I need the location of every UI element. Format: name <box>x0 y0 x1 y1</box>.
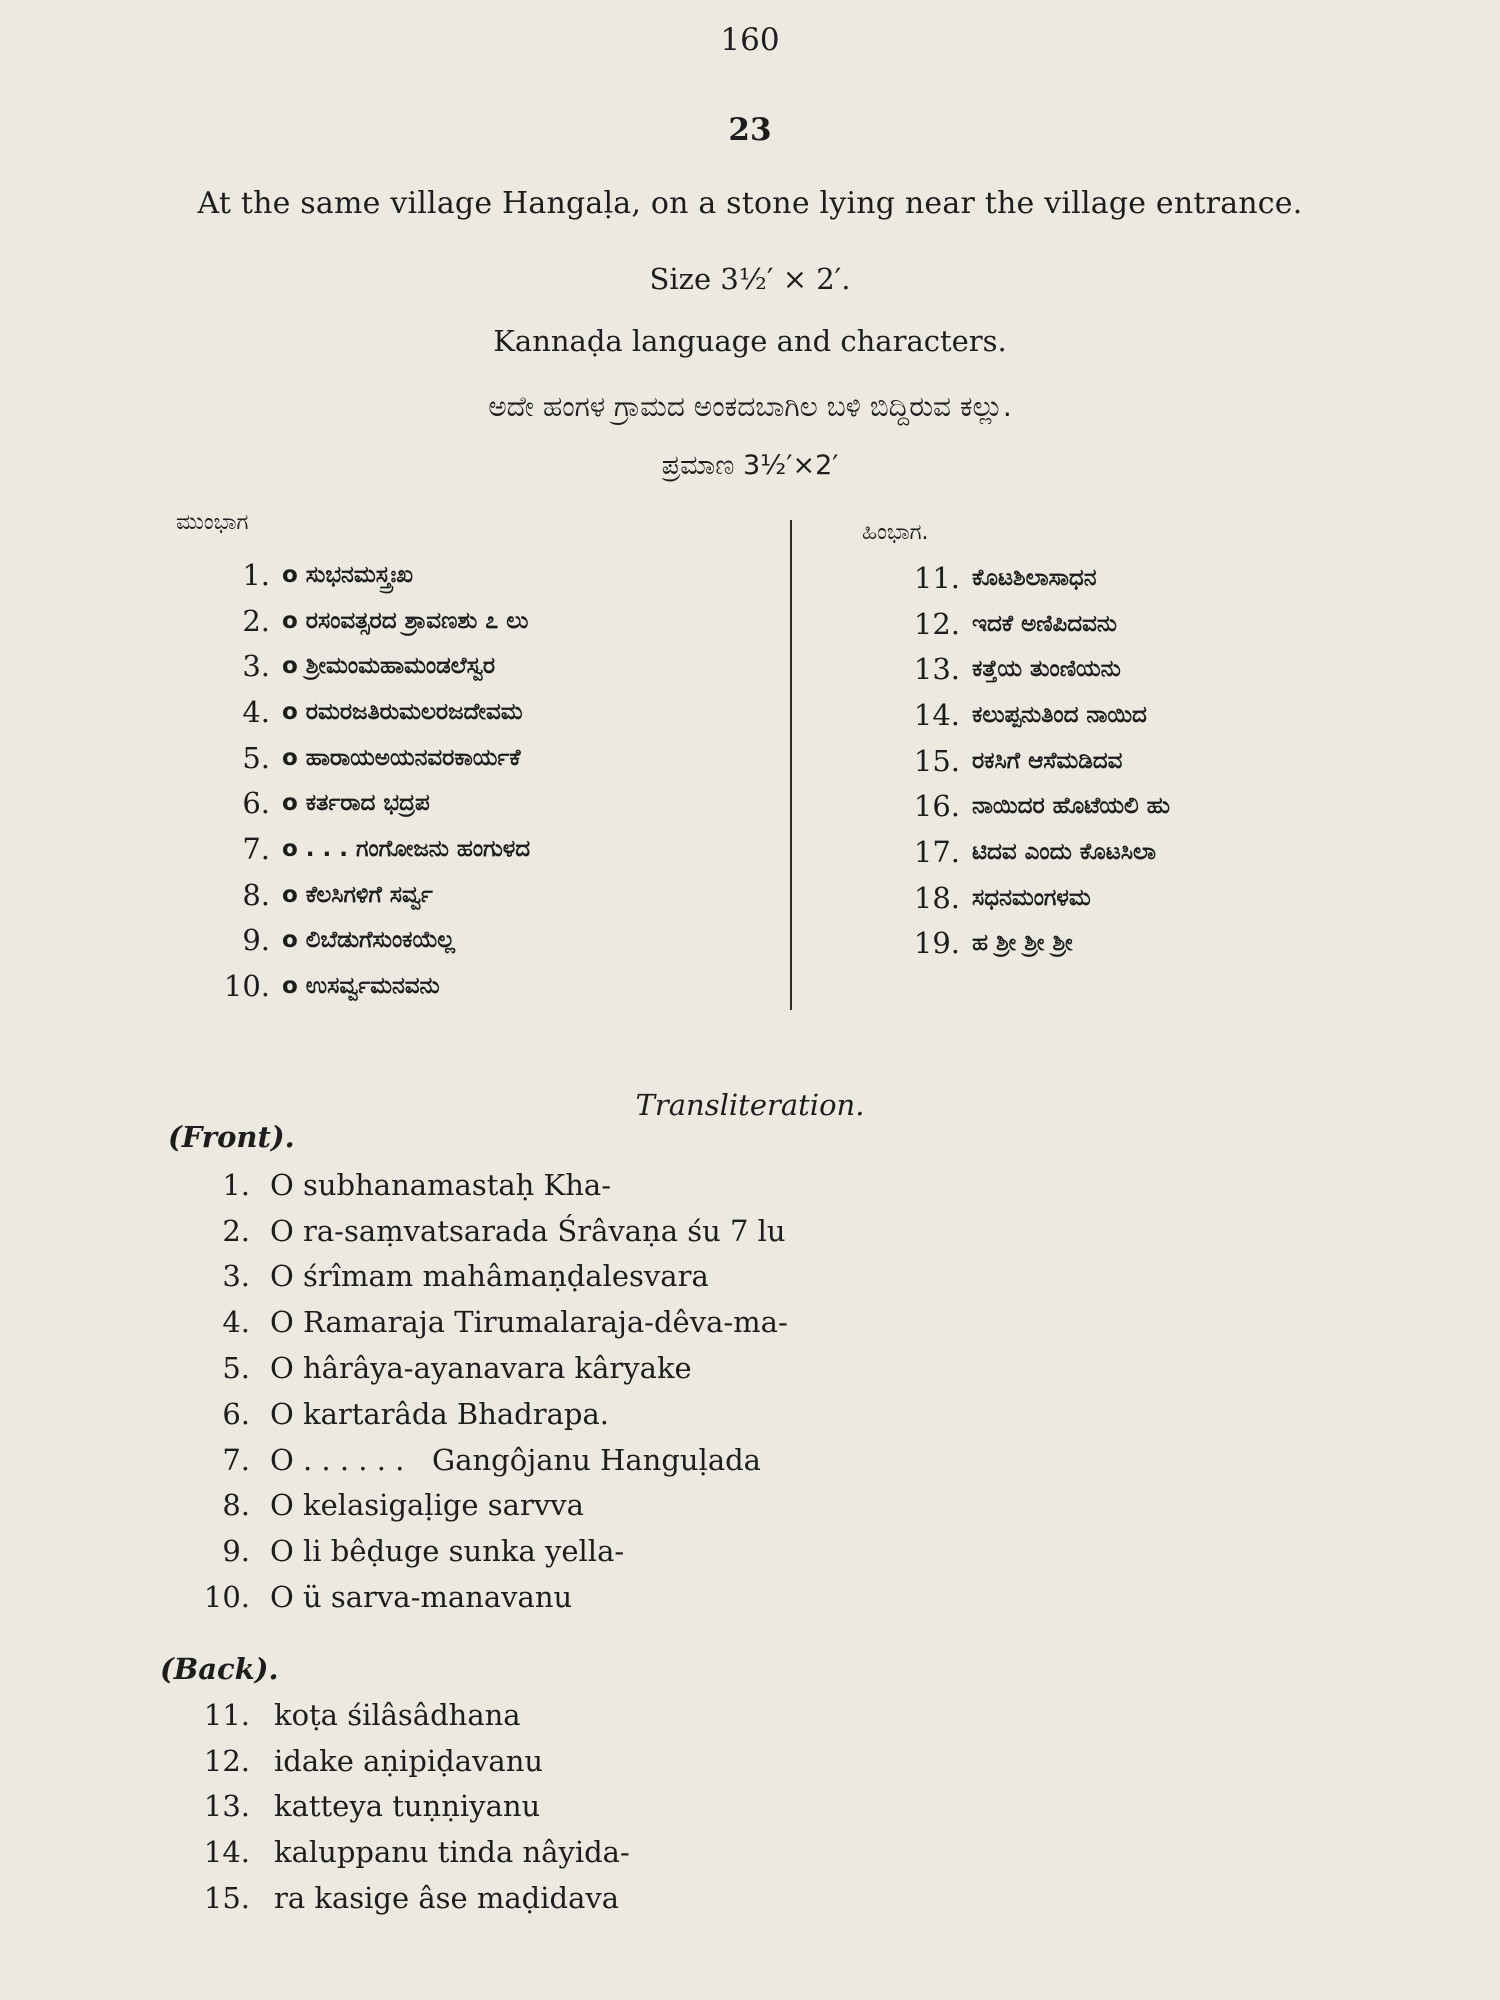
line-text: o ಉಸರ್ವ್ವಮನವನು <box>282 973 440 1000</box>
transliteration-line <box>190 1345 788 1391</box>
line-text: O . . . . . . Gangôjanu Hanguḷada <box>270 1442 761 1477</box>
transliteration-line <box>190 1875 630 1921</box>
line-number: 12. <box>913 606 960 641</box>
kannada-line <box>200 735 530 781</box>
line-number: 15. <box>203 1881 250 1916</box>
kannada-line <box>200 643 530 689</box>
line-text: o ಸುಭನಮಸ್ತ್ರಃಖ <box>282 561 414 588</box>
kannada-line <box>880 601 1170 647</box>
inscription-number: 23 <box>728 112 772 148</box>
language-note: Kannaḍa language and characters. <box>493 324 1007 358</box>
line-text: O li bêḍuge sunka yella- <box>270 1534 625 1569</box>
line-text: ರಕಸಿಗೆ ಆಸೆಮಡಿದವ <box>972 747 1123 774</box>
line-number: 3. <box>242 649 270 684</box>
line-text: ಕತ್ತೆಯ ತುಂಣಿಯನು <box>972 656 1121 683</box>
kannada-line <box>880 875 1170 921</box>
line-text: ಸಧನಮಂಗಳಮ <box>972 884 1091 911</box>
line-text: O ü sarva-manavanu <box>270 1580 573 1615</box>
line-text: koṭa śilâsâdhana <box>274 1697 521 1732</box>
line-number: 19. <box>913 926 960 961</box>
transliteration-line <box>190 1738 630 1784</box>
kannada-line <box>200 963 530 1009</box>
line-text: ಇದಕೆ ಅಣಿಪಿದವನು <box>972 610 1117 637</box>
transliteration-front-lines <box>190 1162 788 1620</box>
column-divider <box>790 520 792 1010</box>
line-text: ra kasige âse maḍidava <box>274 1881 620 1916</box>
page-number: 160 <box>720 22 780 58</box>
line-text: o ಲಿಬೆಡುಗೆಸುಂಕಯೆಲ್ಲ <box>282 927 455 954</box>
transliteration-line <box>190 1299 788 1345</box>
line-number: 5. <box>222 1351 250 1386</box>
line-number: 4. <box>242 694 270 729</box>
line-number: 2. <box>242 603 270 638</box>
kannada-line <box>880 738 1170 784</box>
stone-size: Size 3½′ × 2′. <box>649 262 851 296</box>
line-text: O kartarâda Bhadrapa. <box>270 1396 609 1431</box>
line-text: O ra-saṃvatsarada Śrâvaṇa śu 7 lu <box>270 1213 786 1248</box>
transliteration-line <box>190 1528 788 1574</box>
line-text: o ಕೆಲಸಿಗಳಿಗೆ ಸರ್ವ್ವ <box>282 881 433 908</box>
line-text: ಕಲುಪ್ಪನುತಿಂದ ನಾಯಿದ <box>972 701 1147 728</box>
kannada-size: ಪ್ರಮಾಣ 3½′×2′ <box>661 450 839 481</box>
transliteration-line <box>190 1162 788 1208</box>
line-number: 8. <box>242 877 270 912</box>
line-text: katteya tuṇṇiyanu <box>274 1789 541 1824</box>
line-number: 9. <box>242 923 270 958</box>
transliteration-line <box>190 1208 788 1254</box>
transliteration-line <box>190 1483 788 1529</box>
kannada-front-heading: ಮುಂಭಾಗ <box>176 510 249 535</box>
line-number: 18. <box>913 880 960 915</box>
transliteration-line <box>190 1437 788 1483</box>
transliteration-line <box>190 1574 788 1620</box>
kannada-back-lines <box>880 555 1170 966</box>
line-text: kaluppanu tinda nâyida- <box>274 1835 630 1870</box>
line-number: 13. <box>203 1789 250 1824</box>
kannada-front-lines <box>200 552 530 1009</box>
line-text: ಕೊಟಶಿಲಾಸಾಧನ <box>972 564 1097 591</box>
line-number: 10. <box>223 969 270 1004</box>
kannada-line <box>880 646 1170 692</box>
transliteration-line <box>190 1692 630 1738</box>
line-text: o ರಸಂವತ್ಸರದ ಶ್ರಾವಣಶು ೭ ಲು <box>282 607 529 634</box>
line-number: 10. <box>203 1580 250 1615</box>
kannada-line <box>200 689 530 735</box>
inscription-location: At the same village Hangaḷa, on a stone lying near the village entrance. <box>197 186 1303 221</box>
kannada-line <box>880 555 1170 601</box>
line-text: ಹ ಶ್ರೀ ಶ್ರೀ ಶ್ರೀ <box>972 930 1073 957</box>
line-number: 7. <box>222 1442 250 1477</box>
line-text: ನಾಯಿದರ ಹೊಟೆಯಲಿ ಹು <box>972 793 1170 820</box>
line-number: 14. <box>913 697 960 732</box>
line-number: 7. <box>242 831 270 866</box>
kannada-line <box>880 921 1170 967</box>
kannada-line <box>200 918 530 964</box>
kannada-line <box>200 780 530 826</box>
line-text: o ಹಾರಾಯಅಯನವರಕಾರ್ಯಕೆ <box>282 744 521 771</box>
line-number: 1. <box>222 1167 250 1202</box>
line-number: 2. <box>222 1213 250 1248</box>
kannada-line <box>880 783 1170 829</box>
line-number: 1. <box>242 557 270 592</box>
line-text: O Ramaraja Tirumalaraja-dêva-ma- <box>270 1305 788 1340</box>
line-number: 15. <box>913 743 960 778</box>
line-number: 17. <box>913 834 960 869</box>
line-text: o ಶ್ರೀಮಂಮಹಾಮಂಡಲೆಸ್ವರ <box>282 653 496 680</box>
line-number: 11. <box>203 1697 250 1732</box>
line-number: 8. <box>222 1488 250 1523</box>
line-number: 6. <box>222 1396 250 1431</box>
transliteration-back-lines <box>190 1692 630 1921</box>
line-number: 3. <box>222 1259 250 1294</box>
transliteration-line <box>190 1784 630 1830</box>
transliteration-heading: Transliteration. <box>635 1088 865 1122</box>
kannada-title: ಅದೇ ಹಂಗಳ ಗ್ರಾಮದ ಅಂಕದಬಾಗಿಲ ಬಳಿ ಬಿದ್ದಿರುವ ಕಲ್ಲು. <box>488 390 1012 423</box>
kannada-line <box>200 872 530 918</box>
transliteration-line <box>190 1391 788 1437</box>
back-heading: (Back). <box>160 1652 279 1686</box>
line-text: o ಕರ್ತರಾದ ಭದ್ರಪ <box>282 790 430 817</box>
line-number: 9. <box>222 1534 250 1569</box>
line-number: 5. <box>242 740 270 775</box>
line-text: o . . . ಗಂಗೋಜನು ಹಂಗುಳದ <box>282 835 531 862</box>
transliteration-line <box>190 1254 788 1300</box>
line-text: o ರಮರಜತಿರುಮಲರಜದೇವಮ <box>282 698 523 725</box>
line-text: O kelasigaḷige sarvva <box>270 1488 584 1523</box>
kannada-line <box>200 552 530 598</box>
line-number: 4. <box>222 1305 250 1340</box>
line-number: 12. <box>203 1743 250 1778</box>
kannada-line <box>880 692 1170 738</box>
kannada-line <box>880 829 1170 875</box>
kannada-line <box>200 598 530 644</box>
line-number: 13. <box>913 652 960 687</box>
kannada-line <box>200 826 530 872</box>
line-number: 6. <box>242 786 270 821</box>
transliteration-line <box>190 1829 630 1875</box>
line-number: 11. <box>913 560 960 595</box>
line-text: ಟಿದವ ಎಂದು ಕೊಟಸಿಲಾ <box>972 838 1156 865</box>
kannada-back-heading: ಹಿಂಭಾಗ. <box>862 520 929 545</box>
front-heading: (Front). <box>168 1120 295 1154</box>
line-number: 16. <box>913 789 960 824</box>
line-number: 14. <box>203 1835 250 1870</box>
line-text: O subhanamastaḥ Kha- <box>270 1167 611 1202</box>
line-text: O hârâya-ayanavara kâryake <box>270 1351 692 1386</box>
line-text: O śrîmam mahâmaṇḍalesvara <box>270 1259 709 1294</box>
line-text: idake aṇipiḍavanu <box>274 1743 544 1778</box>
